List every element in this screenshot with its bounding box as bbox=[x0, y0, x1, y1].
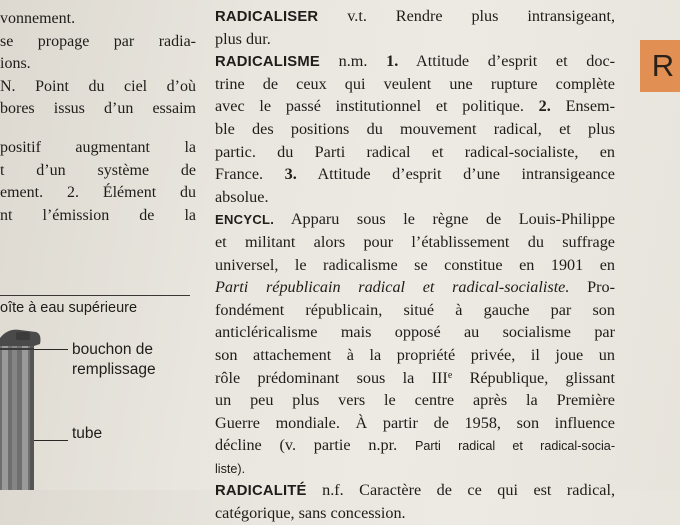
thumb-index-letter: R bbox=[651, 48, 675, 83]
definition-text: n.f. Caractère de ce qui est radical, bbox=[322, 481, 616, 500]
encycl-text: anticléricalisme mais opposé au socialisme par bbox=[215, 323, 615, 342]
definition-text: partic. du Parti radical et radical-socialiste, en bbox=[215, 142, 615, 161]
encycl-text: rôle prédominant sous la III bbox=[215, 368, 448, 387]
left-line: ions. bbox=[0, 55, 31, 73]
cross-reference: liste). bbox=[215, 461, 246, 476]
definition-text: trine de ceux qui veulent une rupture complète bbox=[215, 74, 615, 93]
left-line: bores issus d’un essaim bbox=[0, 100, 196, 118]
left-column bbox=[0, 0, 196, 490]
encycl-text: et militant alors pour l’établissement du suffrage bbox=[215, 232, 615, 251]
left-line: vonnement. bbox=[0, 10, 76, 27]
thumb-index-tab bbox=[640, 40, 680, 92]
encycl-italic-text: Parti républicain radical et radical-socialiste. bbox=[215, 278, 570, 297]
headword-radicalite: RADICALITÉ bbox=[215, 483, 307, 500]
sense-number: 2. bbox=[538, 97, 551, 116]
definition-text: absolue. bbox=[215, 187, 269, 206]
left-line: se propage par radia- bbox=[0, 32, 196, 50]
cropped-line bbox=[0, 0, 196, 8]
encycl-text: fondément républicain, situé à gauche par son bbox=[215, 300, 615, 319]
encycl-text: son attachement à la propriété privée, il joue un bbox=[215, 345, 615, 364]
definition-text: avec le passé institutionnel et politique. bbox=[215, 97, 524, 116]
label-bouchon: bouchon de bbox=[72, 341, 154, 358]
encycl-text: universel, le radicalisme se constitue en 1901 en bbox=[215, 255, 615, 274]
definition-text: Ensem- bbox=[565, 97, 616, 116]
left-line: positif augmentant la bbox=[0, 138, 196, 156]
definition-text: France. bbox=[215, 165, 264, 184]
leader-line bbox=[34, 440, 68, 441]
label-tube: tube bbox=[72, 425, 103, 442]
headword-radicaliser: RADICALISER bbox=[215, 9, 319, 25]
sense-number: 1. bbox=[386, 52, 399, 71]
definition-text: catégorique, sans concession. bbox=[215, 504, 406, 523]
definition-text: plus dur. bbox=[215, 29, 271, 48]
figure-caption: oîte à eau supérieure bbox=[0, 300, 138, 316]
definition-text: ble des positions du mouvement radical, et plus bbox=[215, 119, 615, 138]
left-line: ement. 2. Élément du bbox=[0, 184, 196, 202]
left-line: nt l’émission de la bbox=[0, 206, 196, 224]
encycl-text: Guerre mondiale. À partir de 1958, son influence bbox=[215, 413, 615, 432]
superscript: e bbox=[447, 369, 453, 381]
encycl-label: ENCYCL. bbox=[215, 212, 275, 228]
encyclopedic-note bbox=[215, 208, 615, 479]
encycl-text: décline (v. partie n.pr. bbox=[215, 436, 398, 455]
right-column bbox=[205, 0, 616, 523]
entry-radicalite bbox=[215, 479, 615, 524]
definition-text: Attitude d’esprit et doc- bbox=[416, 52, 616, 71]
encycl-text: Pro- bbox=[587, 278, 615, 297]
headword-radicalisme: RADICALISME bbox=[215, 54, 320, 71]
left-line: N. Point du ciel d’où bbox=[0, 77, 196, 95]
entries bbox=[215, 5, 615, 525]
left-line: t d’un système de bbox=[0, 161, 196, 179]
entry-radicaliser bbox=[215, 5, 615, 50]
cross-reference: Parti radical et radical-socia- bbox=[414, 439, 616, 454]
grammar-label: n.m. bbox=[338, 52, 368, 71]
encycl-text: République, glissant bbox=[469, 368, 615, 387]
figure-rule bbox=[0, 295, 190, 296]
sense-number: 3. bbox=[284, 165, 297, 184]
radiator-illustration bbox=[0, 328, 46, 490]
definition-text: Attitude d’esprit d’une intransigeance bbox=[317, 165, 615, 184]
leader-line bbox=[34, 349, 68, 350]
definition-text: v.t. Rendre plus intransigeant, bbox=[347, 7, 615, 25]
encycl-text: Apparu sous le règne de Louis-Philippe bbox=[290, 210, 616, 229]
entry-radicalisme bbox=[215, 50, 615, 208]
left-column-text bbox=[0, 2, 196, 227]
label-remplissage: remplissage bbox=[72, 361, 156, 378]
encycl-text: un peu plus vers le centre après la Première bbox=[215, 391, 615, 410]
